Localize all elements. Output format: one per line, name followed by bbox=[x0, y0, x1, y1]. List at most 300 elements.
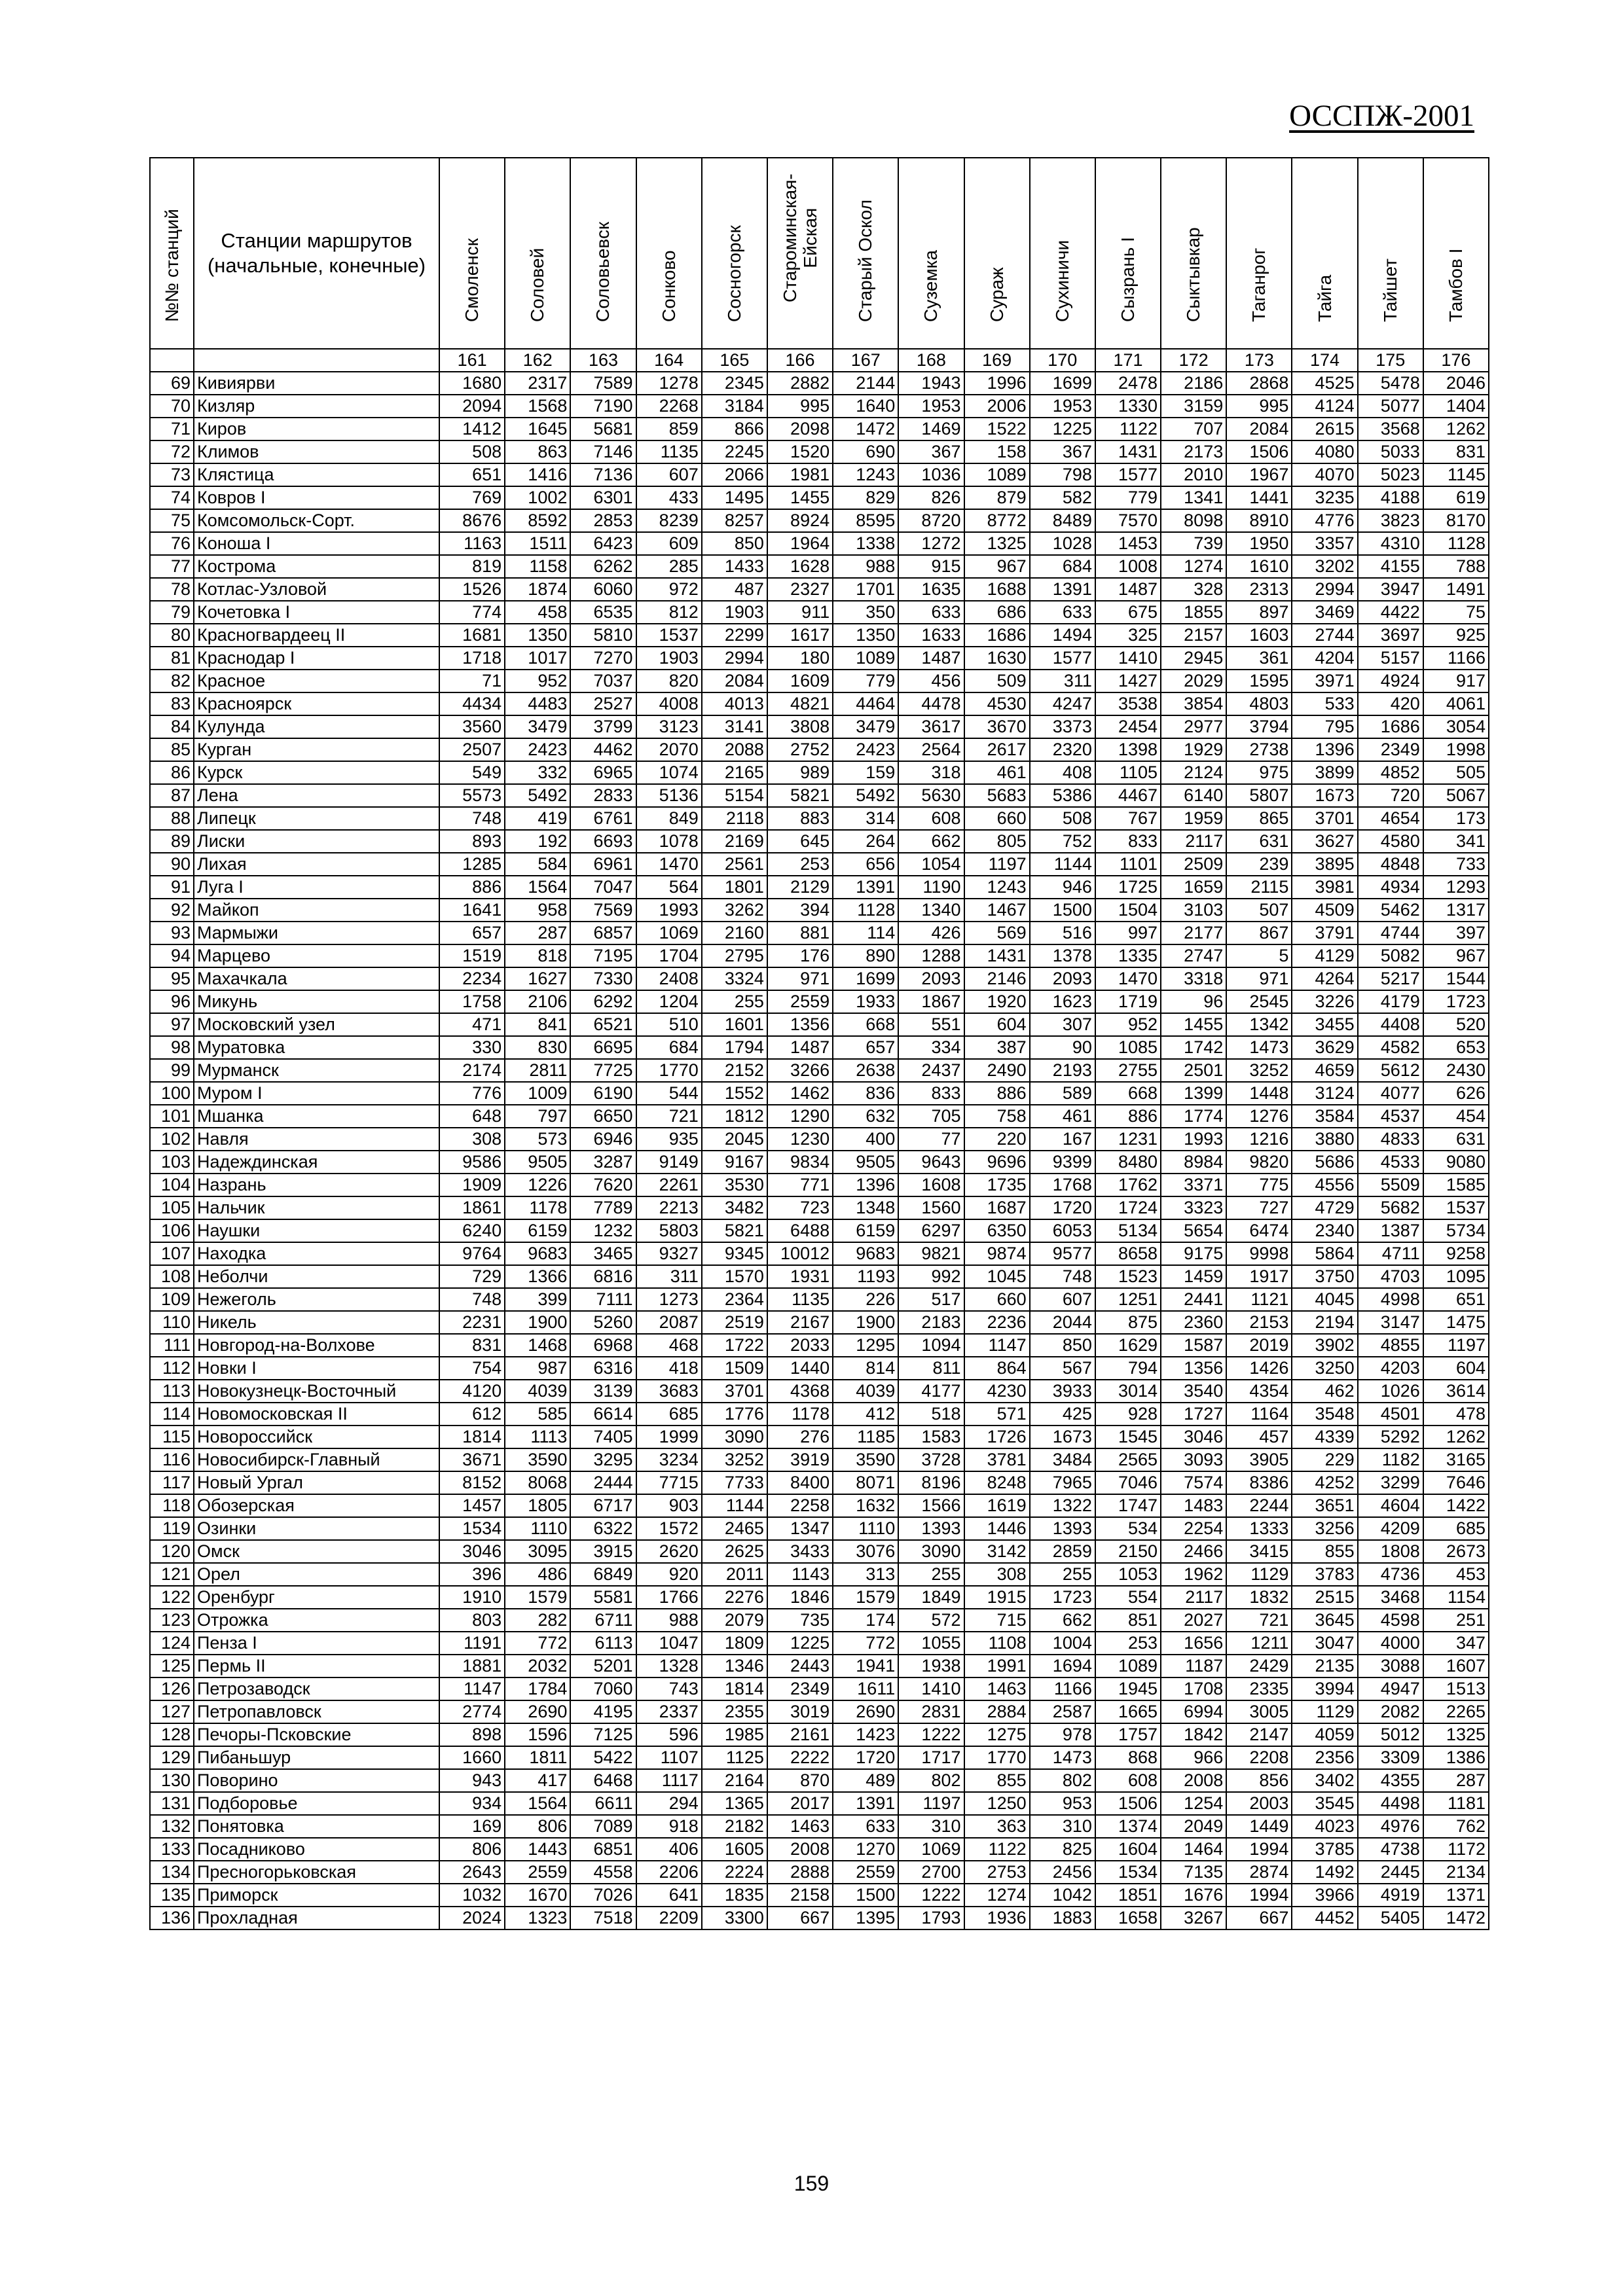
distance-cell: 1917 bbox=[1226, 1265, 1292, 1288]
distance-cell: 2774 bbox=[439, 1700, 505, 1723]
distance-cell: 1774 bbox=[1161, 1105, 1226, 1128]
distance-cell: 5462 bbox=[1358, 899, 1423, 922]
column-header: Соловей bbox=[527, 247, 548, 322]
distance-cell: 6350 bbox=[964, 1219, 1030, 1242]
distance-cell: 5686 bbox=[1292, 1151, 1357, 1174]
table-row bbox=[150, 1884, 1489, 1907]
distance-cell: 651 bbox=[439, 463, 505, 486]
distance-cell: 1686 bbox=[964, 624, 1030, 647]
distance-cell: 3324 bbox=[702, 967, 767, 990]
distance-cell: 4582 bbox=[1358, 1036, 1423, 1059]
distance-cell: 1801 bbox=[702, 876, 767, 899]
distance-cell: 8248 bbox=[964, 1471, 1030, 1494]
distance-cell: 992 bbox=[898, 1265, 964, 1288]
distance-cell: 1412 bbox=[439, 418, 505, 440]
distance-cell: 1274 bbox=[964, 1884, 1030, 1907]
distance-cell: 4462 bbox=[570, 738, 636, 761]
distance-cell: 743 bbox=[636, 1677, 702, 1700]
distance-cell: 3919 bbox=[767, 1448, 833, 1471]
distance-cell: 607 bbox=[1030, 1288, 1095, 1311]
distance-cell: 3184 bbox=[702, 395, 767, 418]
distance-cell: 1473 bbox=[1226, 1036, 1292, 1059]
distance-cell: 946 bbox=[1030, 876, 1095, 899]
distance-cell: 2147 bbox=[1226, 1723, 1292, 1746]
distance-cell: 911 bbox=[767, 601, 833, 624]
distance-cell: 2565 bbox=[1095, 1448, 1161, 1471]
distance-cell: 9577 bbox=[1030, 1242, 1095, 1265]
distance-cell: 1470 bbox=[1095, 967, 1161, 990]
column-number: 167 bbox=[833, 349, 898, 372]
distance-cell: 1036 bbox=[898, 463, 964, 486]
distance-cell: 1095 bbox=[1423, 1265, 1489, 1288]
table-row bbox=[150, 1036, 1489, 1059]
distance-cell: 1883 bbox=[1030, 1907, 1095, 1929]
distance-cell: 3808 bbox=[767, 715, 833, 738]
distance-cell: 1640 bbox=[833, 395, 898, 418]
distance-cell: 1842 bbox=[1161, 1723, 1226, 1746]
distance-cell: 3046 bbox=[1161, 1426, 1226, 1448]
distance-cell: 1254 bbox=[1161, 1792, 1226, 1815]
station-name: Посадниково bbox=[194, 1838, 439, 1861]
distance-cell: 1211 bbox=[1226, 1632, 1292, 1655]
distance-cell: 1231 bbox=[1095, 1128, 1161, 1151]
distance-cell: 1487 bbox=[1095, 578, 1161, 601]
distance-cell: 3402 bbox=[1292, 1769, 1357, 1792]
distance-cell: 3014 bbox=[1095, 1380, 1161, 1403]
station-index: 108 bbox=[150, 1265, 194, 1288]
distance-cell: 1623 bbox=[1030, 990, 1095, 1013]
distance-cell: 802 bbox=[898, 1769, 964, 1792]
distance-cell: 2320 bbox=[1030, 738, 1095, 761]
distance-cell: 4008 bbox=[636, 692, 702, 715]
distance-cell: 739 bbox=[1161, 532, 1226, 555]
distance-cell: 2977 bbox=[1161, 715, 1226, 738]
distance-cell: 311 bbox=[636, 1265, 702, 1288]
distance-cell: 1701 bbox=[833, 578, 898, 601]
station-index: 107 bbox=[150, 1242, 194, 1265]
distance-cell: 2206 bbox=[636, 1861, 702, 1884]
distance-cell: 2615 bbox=[1292, 418, 1357, 440]
distance-cell: 3318 bbox=[1161, 967, 1226, 990]
distance-cell: 3469 bbox=[1292, 601, 1357, 624]
distance-cell: 2755 bbox=[1095, 1059, 1161, 1082]
distance-cell: 1629 bbox=[1095, 1334, 1161, 1357]
distance-cell: 3159 bbox=[1161, 395, 1226, 418]
distance-cell: 1617 bbox=[767, 624, 833, 647]
distance-cell: 3141 bbox=[702, 715, 767, 738]
station-index: 106 bbox=[150, 1219, 194, 1242]
distance-cell: 2620 bbox=[636, 1540, 702, 1563]
distance-cell: 308 bbox=[439, 1128, 505, 1151]
distance-cell: 1181 bbox=[1423, 1792, 1489, 1815]
distance-cell: 1074 bbox=[636, 761, 702, 784]
distance-cell: 572 bbox=[898, 1609, 964, 1632]
distance-cell: 3629 bbox=[1292, 1036, 1357, 1059]
station-name: Новомосковская II bbox=[194, 1403, 439, 1426]
distance-cell: 1704 bbox=[636, 944, 702, 967]
station-index: 115 bbox=[150, 1426, 194, 1448]
distance-cell: 1431 bbox=[1095, 440, 1161, 463]
distance-cell: 1101 bbox=[1095, 853, 1161, 876]
station-name: Неболчи bbox=[194, 1265, 439, 1288]
distance-cell: 2490 bbox=[964, 1059, 1030, 1082]
distance-cell: 1423 bbox=[833, 1723, 898, 1746]
distance-cell: 5386 bbox=[1030, 784, 1095, 807]
distance-cell: 1053 bbox=[1095, 1563, 1161, 1586]
distance-cell: 604 bbox=[1423, 1357, 1489, 1380]
distance-cell: 2454 bbox=[1095, 715, 1161, 738]
distance-cell: 8068 bbox=[505, 1471, 570, 1494]
distance-cell: 1720 bbox=[1030, 1196, 1095, 1219]
distance-cell: 1110 bbox=[833, 1517, 898, 1540]
distance-cell: 1069 bbox=[636, 922, 702, 944]
distance-cell: 5682 bbox=[1358, 1196, 1423, 1219]
distance-cell: 9821 bbox=[898, 1242, 964, 1265]
station-index: 119 bbox=[150, 1517, 194, 1540]
distance-cell: 1658 bbox=[1095, 1907, 1161, 1929]
distance-cell: 220 bbox=[964, 1128, 1030, 1151]
distance-cell: 4467 bbox=[1095, 784, 1161, 807]
distance-cell: 952 bbox=[1095, 1013, 1161, 1036]
distance-cell: 1686 bbox=[1358, 715, 1423, 738]
distance-cell: 1993 bbox=[636, 899, 702, 922]
distance-cell: 684 bbox=[1030, 555, 1095, 578]
distance-cell: 1416 bbox=[505, 463, 570, 486]
distance-cell: 1145 bbox=[1423, 463, 1489, 486]
distance-cell: 8910 bbox=[1226, 509, 1292, 532]
distance-cell: 3142 bbox=[964, 1540, 1030, 1563]
distance-cell: 1391 bbox=[1030, 578, 1095, 601]
column-header-cell bbox=[439, 158, 505, 349]
distance-cell: 1128 bbox=[1423, 532, 1489, 555]
station-name: Петропавловск bbox=[194, 1700, 439, 1723]
station-name: Надеждинская bbox=[194, 1151, 439, 1174]
station-index: 127 bbox=[150, 1700, 194, 1723]
distance-cell: 772 bbox=[833, 1632, 898, 1655]
distance-cell: 3088 bbox=[1358, 1655, 1423, 1677]
distance-cell: 1805 bbox=[505, 1494, 570, 1517]
station-name: Кострома bbox=[194, 555, 439, 578]
distance-cell: 2070 bbox=[636, 738, 702, 761]
distance-cell: 2164 bbox=[702, 1769, 767, 1792]
station-name: Муратовка bbox=[194, 1036, 439, 1059]
table-row bbox=[150, 830, 1489, 853]
distance-cell: 2194 bbox=[1292, 1311, 1357, 1334]
distance-cell: 720 bbox=[1358, 784, 1423, 807]
table-row bbox=[150, 1632, 1489, 1655]
station-name: Мурманск bbox=[194, 1059, 439, 1082]
distance-cell: 9175 bbox=[1161, 1242, 1226, 1265]
distance-cell: 2437 bbox=[898, 1059, 964, 1082]
distance-cell: 8257 bbox=[702, 509, 767, 532]
distance-cell: 1325 bbox=[1423, 1723, 1489, 1746]
distance-cell: 1322 bbox=[1030, 1494, 1095, 1517]
distance-cell: 589 bbox=[1030, 1082, 1095, 1105]
distance-cell: 554 bbox=[1095, 1586, 1161, 1609]
station-name: Марцево bbox=[194, 944, 439, 967]
distance-cell: 1855 bbox=[1161, 601, 1226, 624]
distance-cell: 4998 bbox=[1358, 1288, 1423, 1311]
distance-cell: 2222 bbox=[767, 1746, 833, 1769]
station-index: 128 bbox=[150, 1723, 194, 1746]
distance-cell: 995 bbox=[1226, 395, 1292, 418]
station-index: 122 bbox=[150, 1586, 194, 1609]
distance-cell: 1659 bbox=[1161, 876, 1226, 899]
distance-cell: 1660 bbox=[439, 1746, 505, 1769]
distance-cell: 1129 bbox=[1226, 1563, 1292, 1586]
distance-cell: 1085 bbox=[1095, 1036, 1161, 1059]
distance-cell: 308 bbox=[964, 1563, 1030, 1586]
distance-cell: 1762 bbox=[1095, 1174, 1161, 1196]
distance-cell: 5654 bbox=[1161, 1219, 1226, 1242]
distance-cell: 668 bbox=[833, 1013, 898, 1036]
distance-cell: 1143 bbox=[767, 1563, 833, 1586]
distance-cell: 1607 bbox=[1423, 1655, 1489, 1677]
table-row bbox=[150, 784, 1489, 807]
distance-cell: 3295 bbox=[570, 1448, 636, 1471]
column-number: 170 bbox=[1030, 349, 1095, 372]
distance-cell: 325 bbox=[1095, 624, 1161, 647]
distance-cell: 662 bbox=[898, 830, 964, 853]
distance-cell: 7146 bbox=[570, 440, 636, 463]
distance-cell: 3823 bbox=[1358, 509, 1423, 532]
distance-cell: 2153 bbox=[1226, 1311, 1292, 1334]
distance-cell: 1222 bbox=[898, 1723, 964, 1746]
distance-cell: 9764 bbox=[439, 1242, 505, 1265]
distance-cell: 2313 bbox=[1226, 578, 1292, 601]
column-header-cell bbox=[964, 158, 1030, 349]
distance-cell: 585 bbox=[505, 1403, 570, 1426]
distance-cell: 6322 bbox=[570, 1517, 636, 1540]
distance-cell: 6693 bbox=[570, 830, 636, 853]
distance-cell: 2340 bbox=[1292, 1219, 1357, 1242]
distance-cell: 806 bbox=[505, 1815, 570, 1838]
distance-cell: 167 bbox=[1030, 1128, 1095, 1151]
distance-cell: 334 bbox=[898, 1036, 964, 1059]
distance-cell: 1122 bbox=[1095, 418, 1161, 440]
distance-cell: 4556 bbox=[1292, 1174, 1357, 1196]
distance-cell: 2152 bbox=[702, 1059, 767, 1082]
distance-cell: 870 bbox=[767, 1769, 833, 1792]
distance-cell: 2182 bbox=[702, 1815, 767, 1838]
column-header: Тамбов I bbox=[1445, 248, 1466, 322]
distance-cell: 1633 bbox=[898, 624, 964, 647]
distance-cell: 3966 bbox=[1292, 1884, 1357, 1907]
distance-cell: 276 bbox=[767, 1426, 833, 1448]
distance-cell: 2033 bbox=[767, 1334, 833, 1357]
distance-cell: 1427 bbox=[1095, 670, 1161, 692]
distance-cell: 7060 bbox=[570, 1677, 636, 1700]
distance-cell: 2507 bbox=[439, 738, 505, 761]
distance-table bbox=[149, 157, 1489, 1930]
table-row bbox=[150, 1196, 1489, 1219]
distance-cell: 705 bbox=[898, 1105, 964, 1128]
station-name: Нежеголь bbox=[194, 1288, 439, 1311]
station-name: Обозерская bbox=[194, 1494, 439, 1517]
distance-cell: 1366 bbox=[505, 1265, 570, 1288]
distance-cell: 1164 bbox=[1226, 1403, 1292, 1426]
distance-cell: 2700 bbox=[898, 1861, 964, 1884]
distance-cell: 1936 bbox=[964, 1907, 1030, 1929]
distance-cell: 4803 bbox=[1226, 692, 1292, 715]
distance-cell: 5154 bbox=[702, 784, 767, 807]
distance-cell: 3750 bbox=[1292, 1265, 1357, 1288]
distance-cell: 1564 bbox=[505, 876, 570, 899]
distance-cell: 5012 bbox=[1358, 1723, 1423, 1746]
column-header-cell bbox=[1358, 158, 1423, 349]
distance-cell: 1125 bbox=[702, 1746, 767, 1769]
distance-cell: 1410 bbox=[898, 1677, 964, 1700]
distance-cell: 1874 bbox=[505, 578, 570, 601]
distance-cell: 1250 bbox=[964, 1792, 1030, 1815]
distance-cell: 7518 bbox=[570, 1907, 636, 1929]
distance-cell: 1545 bbox=[1095, 1426, 1161, 1448]
distance-cell: 8071 bbox=[833, 1471, 898, 1494]
station-index: 121 bbox=[150, 1563, 194, 1586]
distance-cell: 1570 bbox=[702, 1265, 767, 1288]
station-index: 129 bbox=[150, 1746, 194, 1769]
distance-cell: 1166 bbox=[1030, 1677, 1095, 1700]
distance-cell: 1523 bbox=[1095, 1265, 1161, 1288]
distance-cell: 571 bbox=[964, 1403, 1030, 1426]
distance-cell: 2564 bbox=[898, 738, 964, 761]
table-row bbox=[150, 440, 1489, 463]
distance-cell: 4354 bbox=[1226, 1380, 1292, 1403]
distance-cell: 6851 bbox=[570, 1838, 636, 1861]
station-name: Назрань bbox=[194, 1174, 439, 1196]
distance-cell: 4039 bbox=[833, 1380, 898, 1403]
distance-cell: 1333 bbox=[1226, 1517, 1292, 1540]
distance-cell: 607 bbox=[636, 463, 702, 486]
station-index: 131 bbox=[150, 1792, 194, 1815]
distance-cell: 3947 bbox=[1358, 578, 1423, 601]
distance-cell: 1185 bbox=[833, 1426, 898, 1448]
distance-cell: 748 bbox=[439, 807, 505, 830]
distance-cell: 2888 bbox=[767, 1861, 833, 1884]
station-index: 134 bbox=[150, 1861, 194, 1884]
distance-cell: 1387 bbox=[1358, 1219, 1423, 1242]
distance-cell: 2213 bbox=[636, 1196, 702, 1219]
distance-cell: 6816 bbox=[570, 1265, 636, 1288]
distance-cell: 1526 bbox=[439, 578, 505, 601]
distance-cell: 5509 bbox=[1358, 1174, 1423, 1196]
column-number: 161 bbox=[439, 349, 505, 372]
station-index: 112 bbox=[150, 1357, 194, 1380]
distance-cell: 1431 bbox=[964, 944, 1030, 967]
distance-cell: 1135 bbox=[636, 440, 702, 463]
distance-cell: 2882 bbox=[767, 372, 833, 395]
table-row bbox=[150, 509, 1489, 532]
distance-cell: 3530 bbox=[702, 1174, 767, 1196]
distance-cell: 4023 bbox=[1292, 1815, 1357, 1838]
distance-cell: 1910 bbox=[439, 1586, 505, 1609]
distance-cell: 2046 bbox=[1423, 372, 1489, 395]
table-row bbox=[150, 1494, 1489, 1517]
station-name: Лена bbox=[194, 784, 439, 807]
distance-cell: 2209 bbox=[636, 1907, 702, 1929]
distance-cell: 833 bbox=[1095, 830, 1161, 853]
distance-cell: 707 bbox=[1161, 418, 1226, 440]
distance-cell: 4776 bbox=[1292, 509, 1357, 532]
distance-cell: 310 bbox=[898, 1815, 964, 1838]
station-name: Кизляр bbox=[194, 395, 439, 418]
distance-cell: 794 bbox=[1095, 1357, 1161, 1380]
distance-cell: 5573 bbox=[439, 784, 505, 807]
distance-cell: 4464 bbox=[833, 692, 898, 715]
distance-cell: 769 bbox=[439, 486, 505, 509]
distance-cell: 3234 bbox=[636, 1448, 702, 1471]
distance-cell: 2466 bbox=[1161, 1540, 1226, 1563]
distance-cell: 1462 bbox=[767, 1082, 833, 1105]
distance-cell: 314 bbox=[833, 807, 898, 830]
distance-cell: 4711 bbox=[1358, 1242, 1423, 1265]
distance-cell: 841 bbox=[505, 1013, 570, 1036]
table-row bbox=[150, 1288, 1489, 1311]
distance-cell: 1673 bbox=[1292, 784, 1357, 807]
distance-cell: 285 bbox=[636, 555, 702, 578]
distance-cell: 7195 bbox=[570, 944, 636, 967]
distance-cell: 159 bbox=[833, 761, 898, 784]
distance-cell: 2084 bbox=[702, 670, 767, 692]
distance-cell: 1047 bbox=[636, 1632, 702, 1655]
table-row bbox=[150, 715, 1489, 738]
distance-cell: 3617 bbox=[898, 715, 964, 738]
distance-cell: 461 bbox=[964, 761, 1030, 784]
distance-cell: 9258 bbox=[1423, 1242, 1489, 1265]
distance-cell: 1964 bbox=[767, 532, 833, 555]
distance-cell: 958 bbox=[505, 899, 570, 922]
distance-cell: 3299 bbox=[1358, 1471, 1423, 1494]
distance-cell: 1386 bbox=[1423, 1746, 1489, 1769]
distance-cell: 294 bbox=[636, 1792, 702, 1815]
distance-cell: 971 bbox=[1226, 967, 1292, 990]
distance-cell: 544 bbox=[636, 1082, 702, 1105]
distance-cell: 1611 bbox=[833, 1677, 898, 1700]
station-index: 113 bbox=[150, 1380, 194, 1403]
distance-cell: 9080 bbox=[1423, 1151, 1489, 1174]
distance-cell: 1275 bbox=[964, 1723, 1030, 1746]
distance-cell: 3590 bbox=[505, 1448, 570, 1471]
distance-cell: 551 bbox=[898, 1013, 964, 1036]
distance-cell: 3287 bbox=[570, 1151, 636, 1174]
distance-cell: 4310 bbox=[1358, 532, 1423, 555]
distance-cell: 866 bbox=[702, 418, 767, 440]
station-index: 80 bbox=[150, 624, 194, 647]
station-index: 76 bbox=[150, 532, 194, 555]
distance-cell: 1717 bbox=[898, 1746, 964, 1769]
station-name: Котлас-Узловой bbox=[194, 578, 439, 601]
distance-cell: 1393 bbox=[898, 1517, 964, 1540]
distance-cell: 798 bbox=[1030, 463, 1095, 486]
distance-cell: 584 bbox=[505, 853, 570, 876]
distance-cell: 169 bbox=[439, 1815, 505, 1838]
distance-cell: 1931 bbox=[767, 1265, 833, 1288]
distance-cell: 1113 bbox=[505, 1426, 570, 1448]
distance-cell: 668 bbox=[1095, 1082, 1161, 1105]
distance-cell: 3300 bbox=[702, 1907, 767, 1929]
distance-cell: 4124 bbox=[1292, 395, 1357, 418]
distance-cell: 4129 bbox=[1292, 944, 1357, 967]
distance-cell: 3139 bbox=[570, 1380, 636, 1403]
distance-cell: 311 bbox=[1030, 670, 1095, 692]
distance-cell: 1835 bbox=[702, 1884, 767, 1907]
distance-cell: 788 bbox=[1423, 555, 1489, 578]
distance-cell: 1285 bbox=[439, 853, 505, 876]
distance-cell: 3794 bbox=[1226, 715, 1292, 738]
distance-cell: 3266 bbox=[767, 1059, 833, 1082]
distance-cell: 5067 bbox=[1423, 784, 1489, 807]
distance-cell: 564 bbox=[636, 876, 702, 899]
